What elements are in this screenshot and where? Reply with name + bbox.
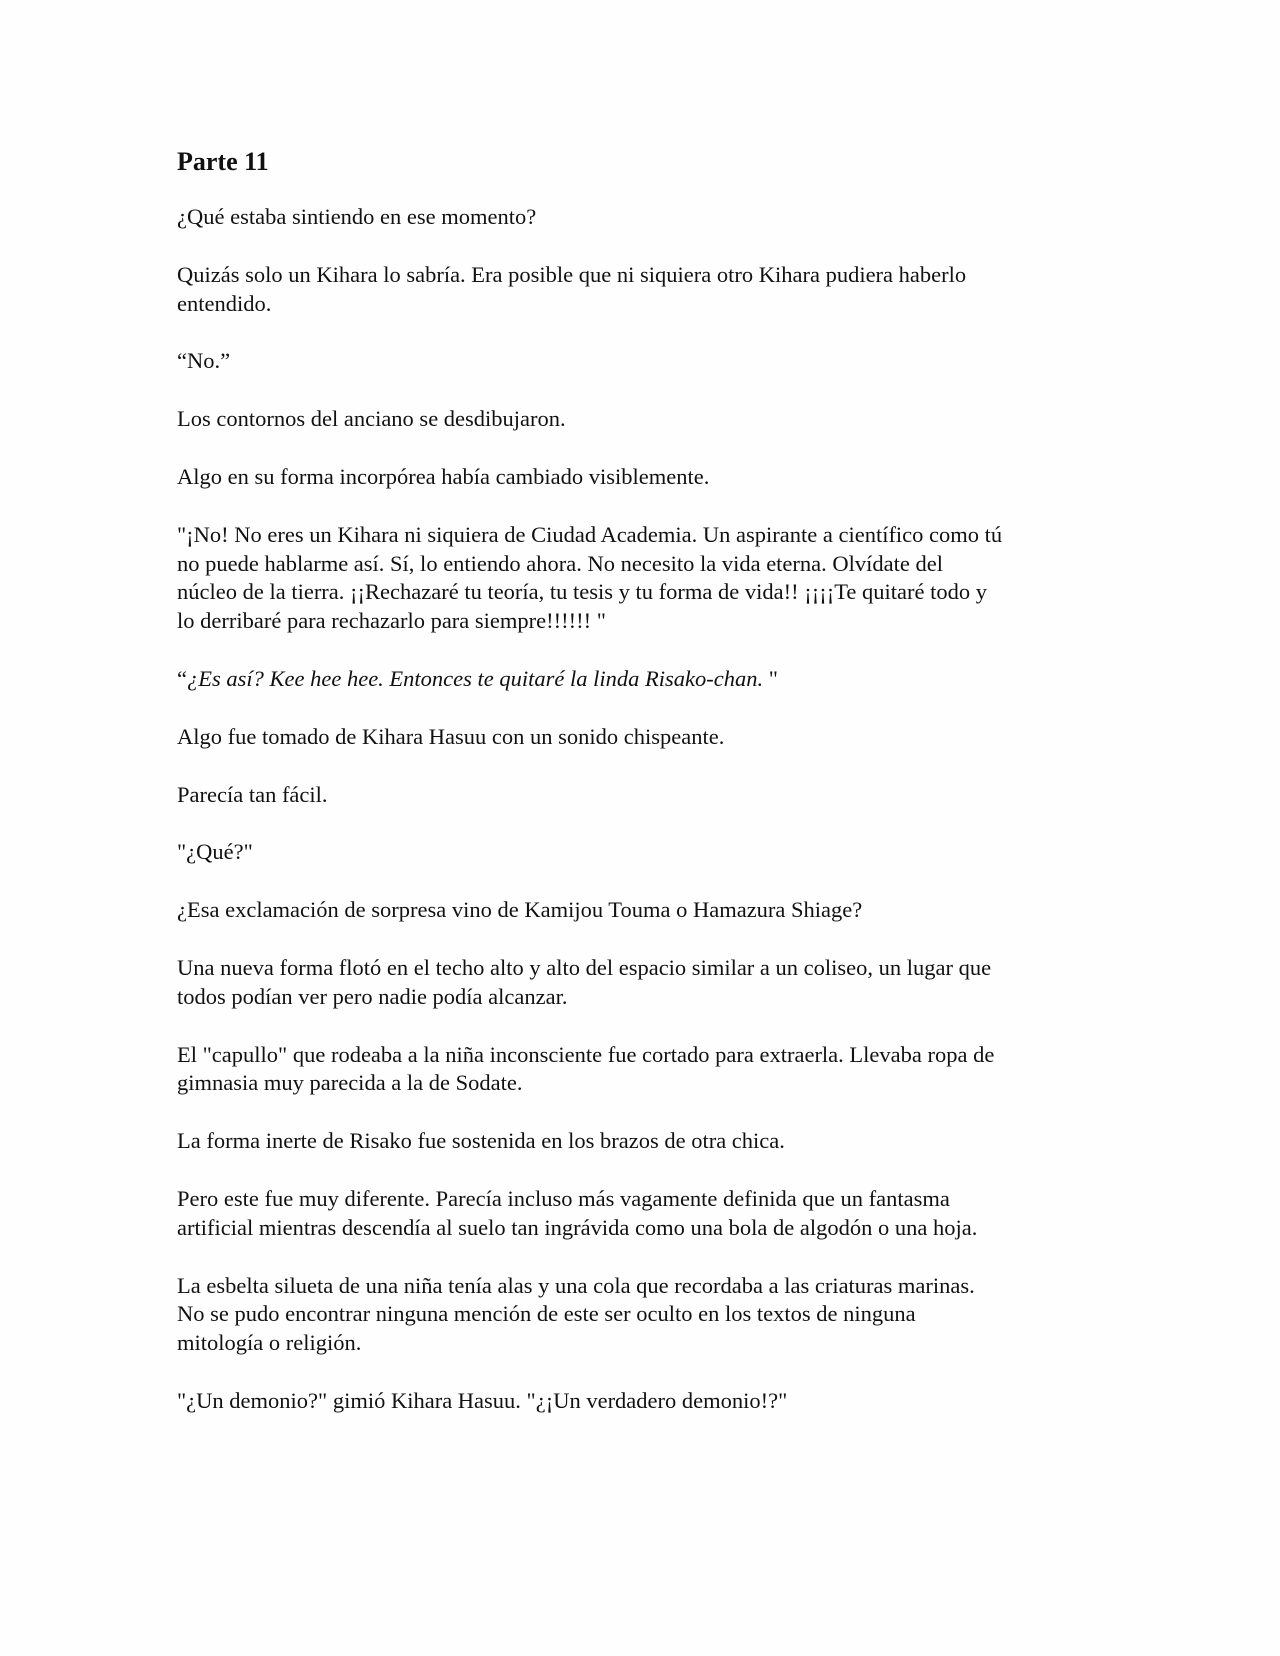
text-line: artificial mientras descendía al suelo tan ingrávida como una bola de algodón o una hoja.: [177, 1214, 978, 1240]
text-line: Una nueva forma flotó en el techo alto y alto del espacio similar a un coliseo, un lugar que: [177, 954, 992, 980]
paragraph: [177, 463, 1117, 492]
paragraph: [177, 521, 1117, 636]
paragraph: [177, 1041, 1117, 1099]
paragraph: [177, 1387, 1117, 1416]
text-line: Quizás solo un Kihara lo sabría. Era posible que ni siquiera otro Kihara pudiera haberlo: [177, 261, 967, 287]
text-line: El "capullo" que rodeaba a la niña inconsciente fue cortado para extraerla. Llevaba ropa de: [177, 1041, 995, 1067]
text-line: ¿Esa exclamación de sorpresa vino de Kamijou Touma o Hamazura Shiage?: [177, 897, 863, 923]
document-page: [177, 145, 1117, 1445]
paragraph-italic-quote: [177, 665, 1117, 694]
paragraph: [177, 781, 1117, 810]
text-line: entendido.: [177, 290, 272, 316]
text-line: Algo en su forma incorpórea había cambiado visiblemente.: [177, 463, 710, 489]
quote-close: ": [763, 665, 778, 691]
paragraph: [177, 838, 1117, 867]
paragraph: [177, 261, 1117, 319]
text-line: no puede hablarme así. Sí, lo entiendo ahora. No necesito la vida eterna. Olvídate del: [177, 550, 943, 576]
paragraph: [177, 203, 1117, 232]
paragraph: [177, 896, 1117, 925]
paragraph: [177, 1127, 1117, 1156]
text-line: La forma inerte de Risako fue sostenida en los brazos de otra chica.: [177, 1128, 785, 1154]
text-line: lo derribaré para rechazarlo para siempre!!!!!! ": [177, 608, 606, 634]
text-line: Los contornos del anciano se desdibujaron.: [177, 406, 566, 432]
text-line: mitología o religión.: [177, 1330, 362, 1356]
text-line: núcleo de la tierra. ¡¡Rechazaré tu teoría, tu tesis y tu forma de vida!! ¡¡¡¡Te quitaré todo y: [177, 579, 987, 605]
text-line: No se pudo encontrar ninguna mención de este ser oculto en los textos de ninguna: [177, 1301, 916, 1327]
quote-open: “: [177, 665, 187, 691]
paragraph: [177, 723, 1117, 752]
text-line: todos podían ver pero nadie podía alcanzar.: [177, 983, 568, 1009]
text-line: "¡No! No eres un Kihara ni siquiera de Ciudad Academia. Un aspirante a científico como tú: [177, 521, 1003, 547]
text-line: Pero este fue muy diferente. Parecía incluso más vagamente definida que un fantasma: [177, 1185, 950, 1211]
paragraph: [177, 954, 1117, 1012]
text-line: Algo fue tomado de Kihara Hasuu con un sonido chispeante.: [177, 723, 725, 749]
text-line: gimnasia muy parecida a la de Sodate.: [177, 1070, 523, 1096]
text-line: “No.”: [177, 348, 231, 374]
text-line: ¿Qué estaba sintiendo en ese momento?: [177, 204, 537, 229]
paragraph: [177, 1272, 1117, 1358]
paragraph: [177, 405, 1117, 434]
text-line: "¿Un demonio?" gimió Kihara Hasuu. "¿¡Un verdadero demonio!?": [177, 1387, 788, 1413]
section-title: Parte 11: [177, 147, 269, 176]
text-line: Parecía tan fácil.: [177, 781, 328, 807]
paragraph: [177, 1185, 1117, 1243]
text-line: La esbelta silueta de una niña tenía alas y una cola que recordaba a las criaturas marinas.: [177, 1272, 975, 1298]
italic-quote-text: ¿Es así? Kee hee hee. Entonces te quitaré la linda Risako-chan.: [187, 665, 764, 691]
text-line: "¿Qué?": [177, 839, 253, 865]
paragraph: [177, 347, 1117, 376]
